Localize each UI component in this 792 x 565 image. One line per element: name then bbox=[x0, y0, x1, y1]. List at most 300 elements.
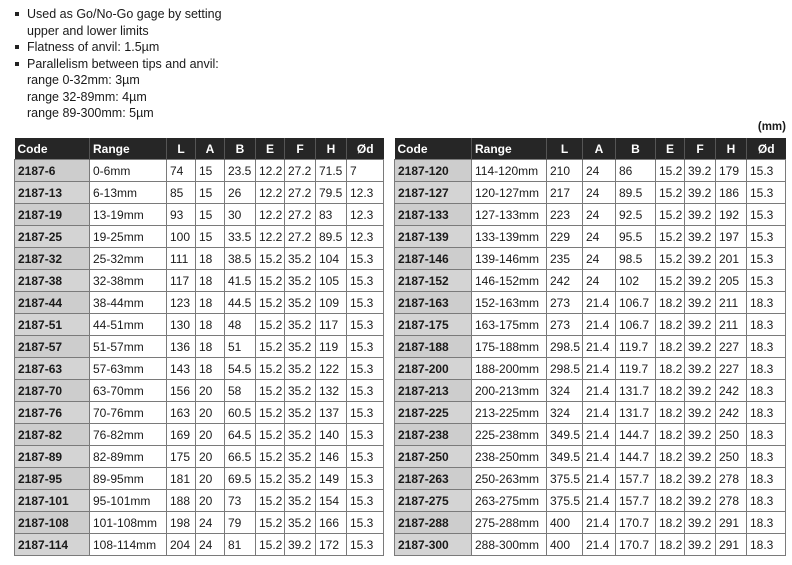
cell-b: 170.7 bbox=[616, 512, 656, 534]
cell-code: 2187-63 bbox=[15, 358, 90, 380]
cell-f: 39.2 bbox=[685, 512, 716, 534]
col-header-a: A bbox=[583, 138, 616, 160]
cell-a: 18 bbox=[196, 270, 225, 292]
cell-f: 35.2 bbox=[285, 270, 316, 292]
col-header-od: Ød bbox=[747, 138, 786, 160]
table-row bbox=[15, 292, 384, 314]
cell-od: 12.3 bbox=[347, 182, 384, 204]
cell-a: 18 bbox=[196, 248, 225, 270]
cell-e: 12.2 bbox=[256, 226, 285, 248]
cell-code: 2187-70 bbox=[15, 380, 90, 402]
cell-f: 39.2 bbox=[685, 248, 716, 270]
cell-b: 30 bbox=[225, 204, 256, 226]
cell-b: 95.5 bbox=[616, 226, 656, 248]
cell-a: 21.4 bbox=[583, 380, 616, 402]
cell-range: 139-146mm bbox=[472, 248, 547, 270]
cell-range: 188-200mm bbox=[472, 358, 547, 380]
cell-f: 35.2 bbox=[285, 248, 316, 270]
cell-code: 2187-25 bbox=[15, 226, 90, 248]
cell-code: 2187-101 bbox=[15, 490, 90, 512]
cell-e: 15.2 bbox=[256, 490, 285, 512]
cell-l: 298.5 bbox=[547, 358, 583, 380]
cell-f: 39.2 bbox=[685, 490, 716, 512]
cell-l: 273 bbox=[547, 292, 583, 314]
cell-b: 44.5 bbox=[225, 292, 256, 314]
table-row bbox=[395, 402, 786, 424]
cell-b: 33.5 bbox=[225, 226, 256, 248]
cell-code: 2187-238 bbox=[395, 424, 472, 446]
cell-range: 32-38mm bbox=[90, 270, 167, 292]
table-row bbox=[395, 314, 786, 336]
cell-range: 6-13mm bbox=[90, 182, 167, 204]
cell-a: 24 bbox=[583, 204, 616, 226]
cell-e: 15.2 bbox=[256, 446, 285, 468]
cell-range: 0-6mm bbox=[90, 160, 167, 182]
table-row bbox=[395, 446, 786, 468]
cell-f: 39.2 bbox=[685, 182, 716, 204]
cell-l: 349.5 bbox=[547, 446, 583, 468]
cell-b: 51 bbox=[225, 336, 256, 358]
cell-b: 73 bbox=[225, 490, 256, 512]
cell-range: 76-82mm bbox=[90, 424, 167, 446]
cell-h: 278 bbox=[716, 490, 747, 512]
table-row bbox=[395, 358, 786, 380]
cell-range: 25-32mm bbox=[90, 248, 167, 270]
cell-od: 15.3 bbox=[347, 336, 384, 358]
table-row bbox=[395, 270, 786, 292]
cell-od: 15.3 bbox=[347, 446, 384, 468]
cell-od: 18.3 bbox=[747, 468, 786, 490]
cell-range: 238-250mm bbox=[472, 446, 547, 468]
cell-code: 2187-51 bbox=[15, 314, 90, 336]
cell-e: 15.2 bbox=[656, 204, 685, 226]
cell-l: 298.5 bbox=[547, 336, 583, 358]
cell-code: 2187-200 bbox=[395, 358, 472, 380]
table-row bbox=[395, 182, 786, 204]
col-header-code: Code bbox=[395, 138, 472, 160]
col-header-range: Range bbox=[472, 138, 547, 160]
cell-code: 2187-175 bbox=[395, 314, 472, 336]
col-header-range: Range bbox=[90, 138, 167, 160]
cell-b: 119.7 bbox=[616, 336, 656, 358]
table-row bbox=[395, 424, 786, 446]
cell-b: 54.5 bbox=[225, 358, 256, 380]
cell-od: 18.3 bbox=[747, 402, 786, 424]
cell-e: 15.2 bbox=[256, 314, 285, 336]
cell-od: 15.3 bbox=[347, 468, 384, 490]
cell-od: 18.3 bbox=[747, 446, 786, 468]
cell-b: 38.5 bbox=[225, 248, 256, 270]
col-header-b: B bbox=[225, 138, 256, 160]
cell-l: 111 bbox=[167, 248, 196, 270]
cell-h: 291 bbox=[716, 512, 747, 534]
feature-text: Parallelism between tips and anvil: range 0-32mm: 3µm range 32-89mm: 4µm range 89-300mm: 5µm bbox=[27, 56, 219, 120]
spec-table-right bbox=[394, 138, 786, 556]
cell-a: 21.4 bbox=[583, 358, 616, 380]
cell-l: 375.5 bbox=[547, 468, 583, 490]
table-row bbox=[395, 490, 786, 512]
cell-od: 15.3 bbox=[747, 182, 786, 204]
cell-f: 39.2 bbox=[685, 336, 716, 358]
cell-f: 35.2 bbox=[285, 292, 316, 314]
cell-od: 15.3 bbox=[347, 490, 384, 512]
cell-b: 86 bbox=[616, 160, 656, 182]
cell-l: 235 bbox=[547, 248, 583, 270]
cell-a: 21.4 bbox=[583, 534, 616, 556]
table-row bbox=[15, 402, 384, 424]
cell-code: 2187-163 bbox=[395, 292, 472, 314]
cell-h: 172 bbox=[316, 534, 347, 556]
cell-l: 93 bbox=[167, 204, 196, 226]
cell-e: 15.2 bbox=[256, 380, 285, 402]
spec-table-left bbox=[14, 138, 384, 556]
cell-l: 100 bbox=[167, 226, 196, 248]
cell-f: 39.2 bbox=[685, 424, 716, 446]
cell-h: 211 bbox=[716, 314, 747, 336]
cell-range: 127-133mm bbox=[472, 204, 547, 226]
cell-e: 18.2 bbox=[656, 314, 685, 336]
cell-a: 18 bbox=[196, 314, 225, 336]
cell-code: 2187-127 bbox=[395, 182, 472, 204]
cell-h: 227 bbox=[716, 336, 747, 358]
cell-b: 144.7 bbox=[616, 424, 656, 446]
cell-od: 18.3 bbox=[747, 314, 786, 336]
feature-item bbox=[14, 56, 222, 122]
cell-h: 227 bbox=[716, 358, 747, 380]
cell-h: 192 bbox=[716, 204, 747, 226]
col-header-f: F bbox=[285, 138, 316, 160]
cell-a: 20 bbox=[196, 402, 225, 424]
cell-od: 15.3 bbox=[747, 160, 786, 182]
cell-h: 122 bbox=[316, 358, 347, 380]
table-row bbox=[15, 226, 384, 248]
cell-a: 24 bbox=[583, 182, 616, 204]
cell-l: 273 bbox=[547, 314, 583, 336]
cell-l: 163 bbox=[167, 402, 196, 424]
cell-a: 18 bbox=[196, 336, 225, 358]
cell-range: 133-139mm bbox=[472, 226, 547, 248]
cell-h: 105 bbox=[316, 270, 347, 292]
cell-l: 156 bbox=[167, 380, 196, 402]
cell-od: 7 bbox=[347, 160, 384, 182]
cell-range: 101-108mm bbox=[90, 512, 167, 534]
cell-f: 35.2 bbox=[285, 512, 316, 534]
table-row bbox=[15, 270, 384, 292]
cell-l: 400 bbox=[547, 512, 583, 534]
cell-l: 143 bbox=[167, 358, 196, 380]
cell-e: 18.2 bbox=[656, 292, 685, 314]
col-header-e: E bbox=[656, 138, 685, 160]
cell-code: 2187-44 bbox=[15, 292, 90, 314]
cell-b: 157.7 bbox=[616, 490, 656, 512]
cell-od: 15.3 bbox=[347, 402, 384, 424]
cell-f: 35.2 bbox=[285, 402, 316, 424]
cell-h: 79.5 bbox=[316, 182, 347, 204]
cell-range: 163-175mm bbox=[472, 314, 547, 336]
cell-e: 18.2 bbox=[656, 424, 685, 446]
cell-od: 15.3 bbox=[347, 292, 384, 314]
cell-code: 2187-82 bbox=[15, 424, 90, 446]
cell-range: 82-89mm bbox=[90, 446, 167, 468]
cell-code: 2187-275 bbox=[395, 490, 472, 512]
cell-h: 250 bbox=[716, 424, 747, 446]
cell-h: 137 bbox=[316, 402, 347, 424]
cell-l: 229 bbox=[547, 226, 583, 248]
cell-l: 123 bbox=[167, 292, 196, 314]
cell-h: 242 bbox=[716, 402, 747, 424]
table-row bbox=[395, 468, 786, 490]
cell-e: 18.2 bbox=[656, 402, 685, 424]
cell-range: 95-101mm bbox=[90, 490, 167, 512]
cell-f: 35.2 bbox=[285, 336, 316, 358]
cell-e: 15.2 bbox=[256, 358, 285, 380]
cell-h: 211 bbox=[716, 292, 747, 314]
col-header-l: L bbox=[547, 138, 583, 160]
cell-range: 19-25mm bbox=[90, 226, 167, 248]
cell-a: 21.4 bbox=[583, 468, 616, 490]
cell-l: 117 bbox=[167, 270, 196, 292]
cell-od: 12.3 bbox=[347, 204, 384, 226]
cell-l: 324 bbox=[547, 380, 583, 402]
col-header-h: H bbox=[716, 138, 747, 160]
bullet-square-icon bbox=[15, 62, 19, 66]
cell-h: 205 bbox=[716, 270, 747, 292]
cell-od: 18.3 bbox=[747, 512, 786, 534]
cell-b: 119.7 bbox=[616, 358, 656, 380]
cell-l: 169 bbox=[167, 424, 196, 446]
cell-od: 18.3 bbox=[747, 380, 786, 402]
cell-od: 15.3 bbox=[347, 314, 384, 336]
cell-b: 26 bbox=[225, 182, 256, 204]
cell-a: 21.4 bbox=[583, 446, 616, 468]
bullet-square-icon bbox=[15, 12, 19, 16]
table-body bbox=[395, 160, 786, 556]
cell-range: 57-63mm bbox=[90, 358, 167, 380]
cell-od: 15.3 bbox=[747, 270, 786, 292]
cell-h: 250 bbox=[716, 446, 747, 468]
cell-code: 2187-133 bbox=[395, 204, 472, 226]
cell-f: 39.2 bbox=[685, 446, 716, 468]
cell-od: 15.3 bbox=[347, 270, 384, 292]
cell-code: 2187-146 bbox=[395, 248, 472, 270]
cell-a: 20 bbox=[196, 380, 225, 402]
cell-od: 18.3 bbox=[747, 490, 786, 512]
cell-h: 89.5 bbox=[316, 226, 347, 248]
cell-f: 35.2 bbox=[285, 446, 316, 468]
cell-od: 12.3 bbox=[347, 226, 384, 248]
table-row bbox=[15, 160, 384, 182]
cell-range: 263-275mm bbox=[472, 490, 547, 512]
table-row bbox=[395, 204, 786, 226]
cell-e: 15.2 bbox=[256, 424, 285, 446]
cell-f: 35.2 bbox=[285, 314, 316, 336]
cell-code: 2187-139 bbox=[395, 226, 472, 248]
cell-range: 63-70mm bbox=[90, 380, 167, 402]
cell-f: 39.2 bbox=[685, 270, 716, 292]
cell-od: 15.3 bbox=[347, 512, 384, 534]
cell-range: 70-76mm bbox=[90, 402, 167, 424]
cell-l: 242 bbox=[547, 270, 583, 292]
cell-h: 117 bbox=[316, 314, 347, 336]
cell-od: 15.3 bbox=[347, 424, 384, 446]
cell-b: 60.5 bbox=[225, 402, 256, 424]
cell-od: 18.3 bbox=[747, 358, 786, 380]
cell-a: 24 bbox=[196, 534, 225, 556]
cell-e: 12.2 bbox=[256, 182, 285, 204]
cell-l: 74 bbox=[167, 160, 196, 182]
col-header-l: L bbox=[167, 138, 196, 160]
cell-f: 35.2 bbox=[285, 490, 316, 512]
cell-od: 15.3 bbox=[347, 358, 384, 380]
cell-b: 69.5 bbox=[225, 468, 256, 490]
cell-h: 104 bbox=[316, 248, 347, 270]
cell-a: 20 bbox=[196, 446, 225, 468]
cell-l: 188 bbox=[167, 490, 196, 512]
cell-od: 18.3 bbox=[747, 336, 786, 358]
cell-e: 15.2 bbox=[256, 534, 285, 556]
cell-code: 2187-57 bbox=[15, 336, 90, 358]
cell-b: 89.5 bbox=[616, 182, 656, 204]
cell-range: 152-163mm bbox=[472, 292, 547, 314]
cell-l: 375.5 bbox=[547, 490, 583, 512]
cell-a: 21.4 bbox=[583, 292, 616, 314]
cell-a: 18 bbox=[196, 358, 225, 380]
cell-a: 21.4 bbox=[583, 314, 616, 336]
cell-l: 400 bbox=[547, 534, 583, 556]
cell-e: 15.2 bbox=[256, 468, 285, 490]
table-header-row bbox=[15, 138, 384, 160]
cell-h: 71.5 bbox=[316, 160, 347, 182]
table-row bbox=[395, 380, 786, 402]
cell-code: 2187-263 bbox=[395, 468, 472, 490]
cell-l: 85 bbox=[167, 182, 196, 204]
col-header-e: E bbox=[256, 138, 285, 160]
cell-range: 51-57mm bbox=[90, 336, 167, 358]
table-row bbox=[15, 314, 384, 336]
cell-code: 2187-213 bbox=[395, 380, 472, 402]
cell-f: 39.2 bbox=[685, 380, 716, 402]
cell-l: 349.5 bbox=[547, 424, 583, 446]
cell-f: 39.2 bbox=[685, 534, 716, 556]
cell-b: 98.5 bbox=[616, 248, 656, 270]
cell-a: 21.4 bbox=[583, 336, 616, 358]
table-row bbox=[395, 512, 786, 534]
cell-a: 21.4 bbox=[583, 402, 616, 424]
table-row bbox=[15, 248, 384, 270]
table-row bbox=[15, 490, 384, 512]
cell-h: 197 bbox=[716, 226, 747, 248]
cell-f: 39.2 bbox=[685, 204, 716, 226]
cell-e: 15.2 bbox=[256, 270, 285, 292]
cell-od: 15.3 bbox=[747, 226, 786, 248]
cell-b: 23.5 bbox=[225, 160, 256, 182]
cell-f: 35.2 bbox=[285, 468, 316, 490]
cell-f: 35.2 bbox=[285, 380, 316, 402]
cell-range: 38-44mm bbox=[90, 292, 167, 314]
table-row bbox=[395, 248, 786, 270]
cell-code: 2187-114 bbox=[15, 534, 90, 556]
cell-e: 15.2 bbox=[256, 402, 285, 424]
cell-l: 223 bbox=[547, 204, 583, 226]
cell-b: 48 bbox=[225, 314, 256, 336]
feature-item bbox=[14, 6, 222, 39]
cell-a: 15 bbox=[196, 160, 225, 182]
cell-a: 20 bbox=[196, 468, 225, 490]
col-header-a: A bbox=[196, 138, 225, 160]
table-row bbox=[15, 204, 384, 226]
cell-h: 83 bbox=[316, 204, 347, 226]
cell-e: 15.2 bbox=[656, 182, 685, 204]
cell-f: 39.2 bbox=[685, 160, 716, 182]
table-row bbox=[15, 512, 384, 534]
table-row bbox=[395, 292, 786, 314]
col-header-b: B bbox=[616, 138, 656, 160]
cell-h: 154 bbox=[316, 490, 347, 512]
cell-b: 81 bbox=[225, 534, 256, 556]
cell-e: 18.2 bbox=[656, 534, 685, 556]
cell-od: 18.3 bbox=[747, 534, 786, 556]
cell-b: 131.7 bbox=[616, 380, 656, 402]
cell-code: 2187-38 bbox=[15, 270, 90, 292]
table-row bbox=[15, 446, 384, 468]
cell-f: 27.2 bbox=[285, 160, 316, 182]
cell-a: 21.4 bbox=[583, 490, 616, 512]
cell-a: 20 bbox=[196, 424, 225, 446]
cell-h: 109 bbox=[316, 292, 347, 314]
cell-od: 15.3 bbox=[347, 380, 384, 402]
cell-e: 18.2 bbox=[656, 468, 685, 490]
table-header-row bbox=[395, 138, 786, 160]
feature-text: Flatness of anvil: 1.5µm bbox=[27, 40, 160, 54]
feature-item bbox=[14, 39, 222, 56]
cell-e: 12.2 bbox=[256, 160, 285, 182]
cell-range: 114-120mm bbox=[472, 160, 547, 182]
cell-e: 18.2 bbox=[656, 380, 685, 402]
col-header-code: Code bbox=[15, 138, 90, 160]
cell-od: 18.3 bbox=[747, 292, 786, 314]
cell-f: 27.2 bbox=[285, 226, 316, 248]
cell-b: 92.5 bbox=[616, 204, 656, 226]
table-row bbox=[395, 336, 786, 358]
cell-h: 291 bbox=[716, 534, 747, 556]
cell-range: 225-238mm bbox=[472, 424, 547, 446]
cell-code: 2187-108 bbox=[15, 512, 90, 534]
cell-h: 146 bbox=[316, 446, 347, 468]
cell-b: 102 bbox=[616, 270, 656, 292]
cell-od: 15.3 bbox=[347, 248, 384, 270]
cell-h: 201 bbox=[716, 248, 747, 270]
cell-b: 79 bbox=[225, 512, 256, 534]
cell-code: 2187-152 bbox=[395, 270, 472, 292]
cell-b: 131.7 bbox=[616, 402, 656, 424]
cell-code: 2187-89 bbox=[15, 446, 90, 468]
cell-b: 41.5 bbox=[225, 270, 256, 292]
cell-l: 324 bbox=[547, 402, 583, 424]
cell-od: 15.3 bbox=[747, 248, 786, 270]
feature-text: Used as Go/No-Go gage by setting upper and lower limits bbox=[27, 7, 222, 38]
cell-l: 217 bbox=[547, 182, 583, 204]
cell-code: 2187-76 bbox=[15, 402, 90, 424]
cell-range: 89-95mm bbox=[90, 468, 167, 490]
cell-b: 58 bbox=[225, 380, 256, 402]
cell-a: 24 bbox=[196, 512, 225, 534]
cell-b: 106.7 bbox=[616, 292, 656, 314]
cell-f: 39.2 bbox=[685, 358, 716, 380]
cell-e: 15.2 bbox=[656, 270, 685, 292]
cell-code: 2187-120 bbox=[395, 160, 472, 182]
cell-code: 2187-188 bbox=[395, 336, 472, 358]
cell-a: 24 bbox=[583, 160, 616, 182]
